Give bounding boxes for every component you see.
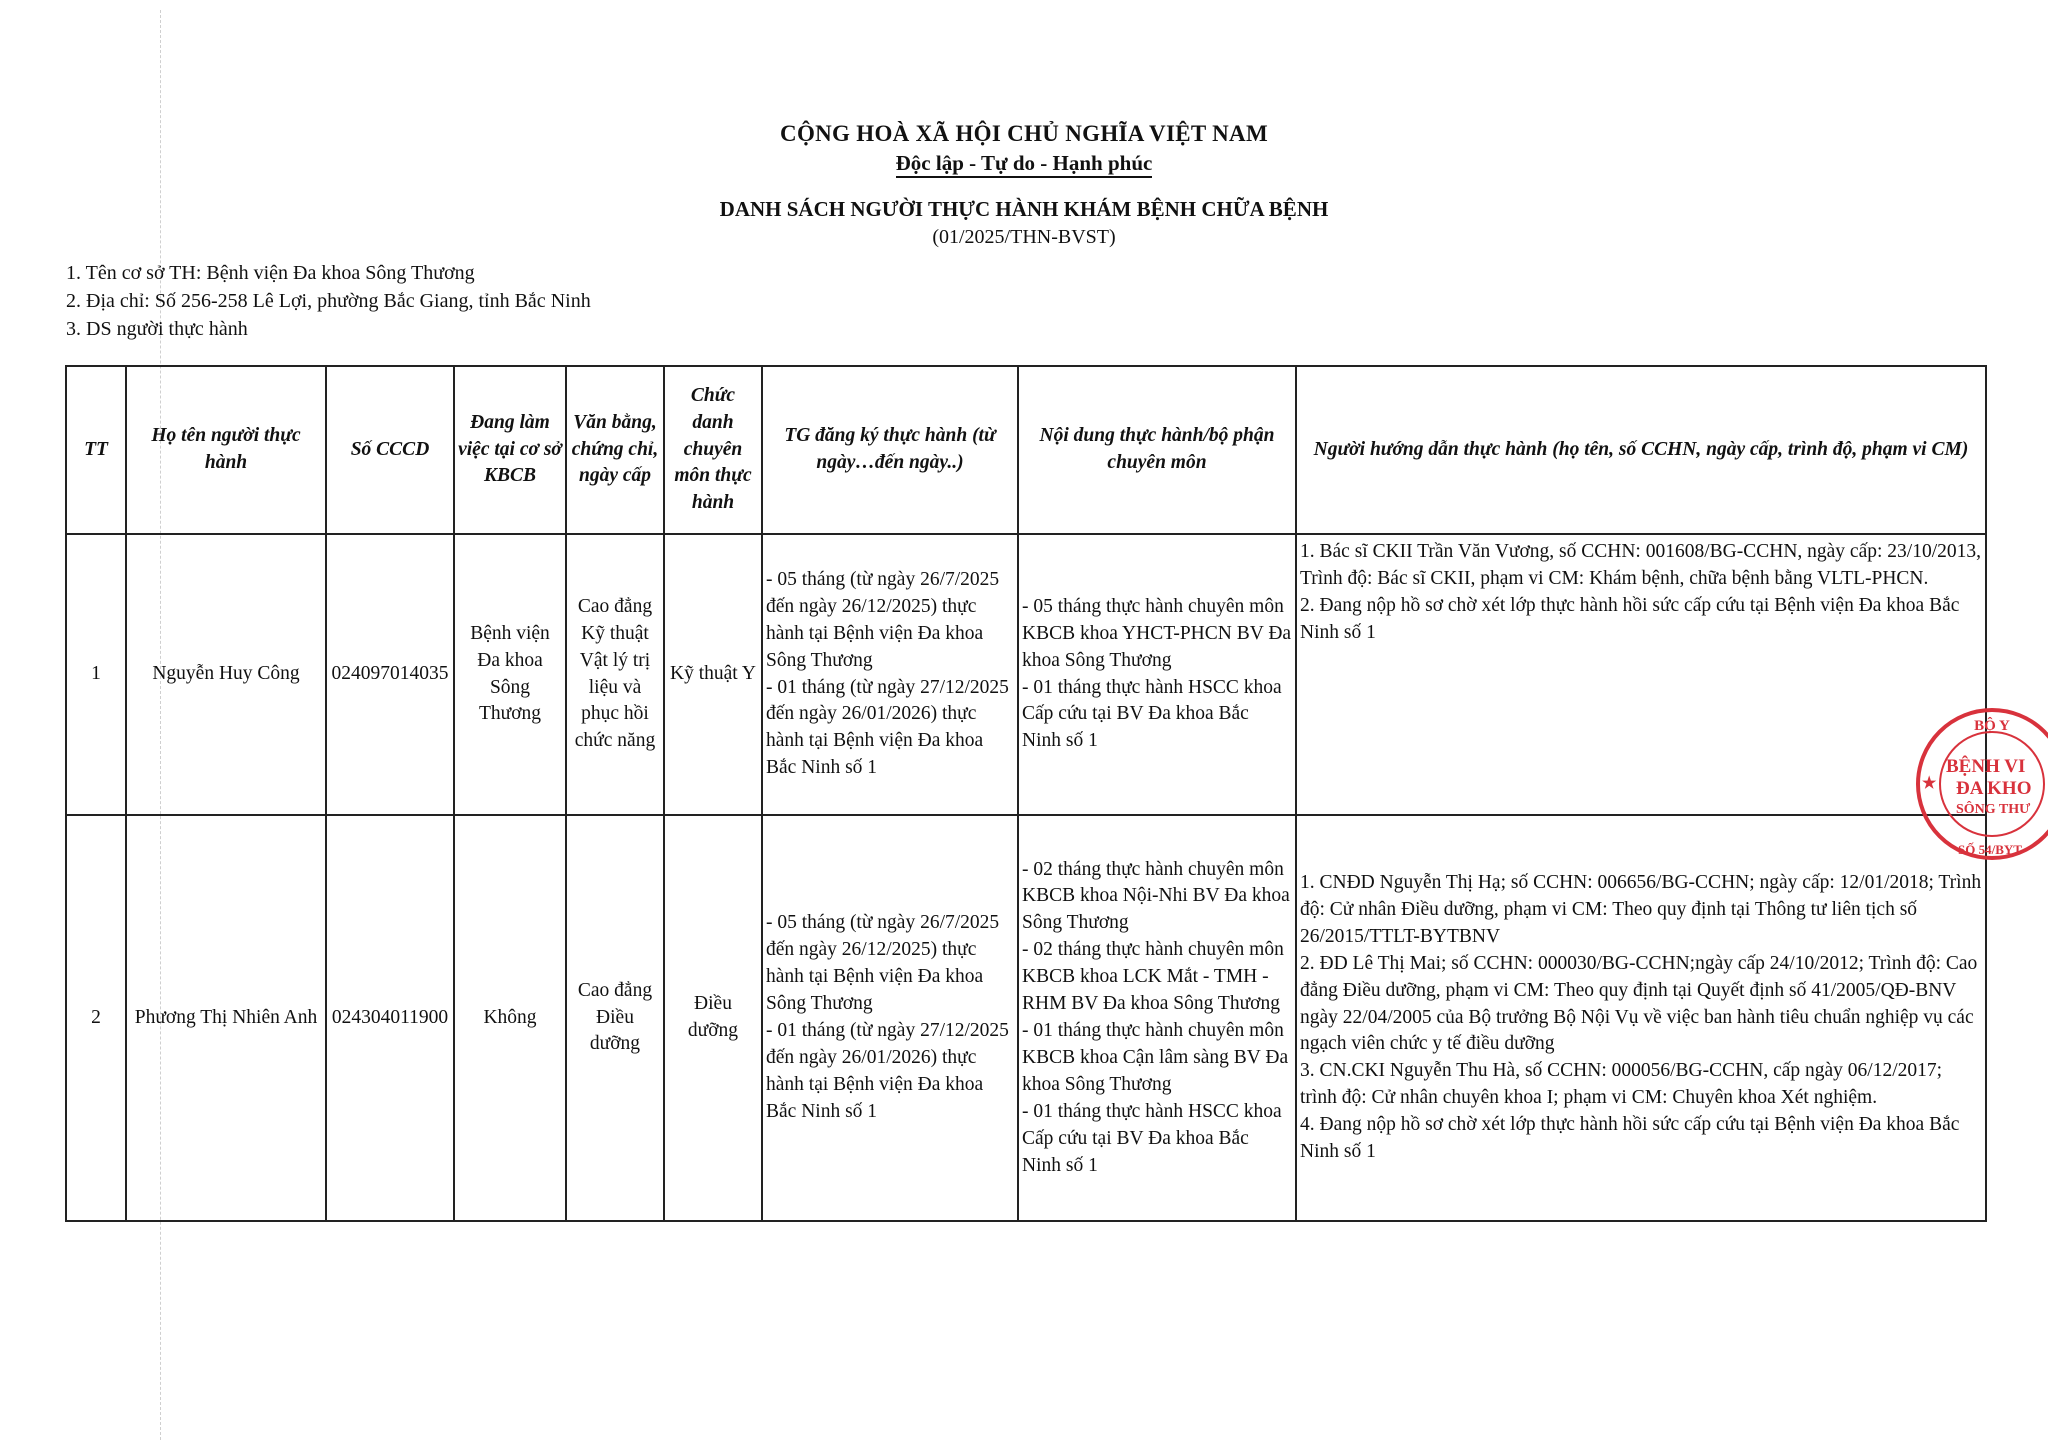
stamp-line-1: BỆNH VI <box>1946 756 2026 777</box>
header-name: Họ tên người thực hành <box>126 366 326 534</box>
motto-text: Độc lập - Tự do - Hạnh phúc <box>896 151 1153 178</box>
supervisor-line: 2. ĐD Lê Thị Mai; số CCHN: 000030/BG-CCHN;ngày cấp 24/10/2012; Trình độ: Cao đẳng Điều dưỡng, phạm vi CM: Theo quy định tại Quyết định số 41/2005/QĐ-BNV ngày 22/04/2005 của Bộ trưởng Bộ Nội Vụ về việc ban hành tiêu chuẩn nghiệp vụ các ngạch viên chức y tế điều dưỡng <box>1300 952 1978 1055</box>
content-line: - 02 tháng thực hành chuyên môn KBCB khoa Nội-Nhi BV Đa khoa Sông Thương <box>1022 858 1290 934</box>
cell-workplace: Bệnh viện Đa khoa Sông Thương <box>454 534 566 815</box>
cell-degree: Cao đẳng Điều dưỡng <box>566 815 664 1221</box>
cell-content <box>1018 534 1296 815</box>
header-workplace: Đang làm việc tại cơ sở KBCB <box>454 366 566 534</box>
content-line: - 01 tháng thực hành chuyên môn KBCB khoa Cận lâm sàng BV Đa khoa Sông Thương <box>1022 1020 1289 1095</box>
cell-content <box>1018 815 1296 1221</box>
stamp-star-left: ★ <box>1922 775 1937 792</box>
supervisor-line: 3. CN.CKI Nguyễn Thu Hà, số CCHN: 000056/BG-CCHN, cấp ngày 06/12/2017; trình độ: Cử nhân chuyên khoa I; phạm vi CM: Chuyên khoa Xét nghiệm. <box>1300 1060 1943 1109</box>
cell-degree: Cao đẳng Kỹ thuật Vật lý trị liệu và phục hồi chức năng <box>566 534 664 815</box>
national-motto <box>0 151 2048 176</box>
cell-cccd: 024097014035 <box>326 534 454 815</box>
header-title: Chức danh chuyên môn thực hành <box>664 366 762 534</box>
national-title: CỘNG HOÀ XÃ HỘI CHỦ NGHĨA VIỆT NAM <box>780 121 1268 146</box>
supervisor-line: 4. Đang nộp hồ sơ chờ xét lớp thực hành hồi sức cấp cứu tại Bệnh viện Đa khoa Bắc Ninh số 1 <box>1300 1114 1960 1163</box>
practitioner-table <box>65 365 1987 1222</box>
content-line: - 01 tháng thực hành HSCC khoa Cấp cứu tại BV Đa khoa Bắc Ninh số 1 <box>1022 676 1282 752</box>
cell-workplace: Không <box>454 815 566 1221</box>
cell-period <box>762 534 1018 815</box>
header-content: Nội dung thực hành/bộ phận chuyên môn <box>1018 366 1296 534</box>
facility-address: 2. Địa chỉ: Số 256-258 Lê Lợi, phường Bắc Giang, tỉnh Bắc Ninh <box>66 290 591 312</box>
content-line: - 02 tháng thực hành chuyên môn KBCB khoa LCK Mắt - TMH - RHM BV Đa khoa Sông Thương <box>1022 939 1284 1015</box>
practitioner-list-label: 3. DS người thực hành <box>66 318 248 340</box>
stamp-top-text: BỘ Y <box>1974 718 2010 734</box>
cell-cccd: 024304011900 <box>326 815 454 1221</box>
period-line: - 05 tháng (từ ngày 26/7/2025 đến ngày 26/12/2025) thực hành tại Bệnh viện Đa khoa Sông Thương <box>766 912 1000 1015</box>
table-row <box>66 815 1986 1221</box>
cell-period <box>762 815 1018 1221</box>
cell-title: Điều dưỡng <box>664 815 762 1221</box>
period-line: - 05 tháng (từ ngày 26/7/2025 đến ngày 26/12/2025) thực hành tại Bệnh viện Đa khoa Sông Thương <box>766 568 1000 671</box>
cell-name: Nguyễn Huy Công <box>126 534 326 815</box>
facility-name: 1. Tên cơ sở TH: Bệnh viện Đa khoa Sông Thương <box>66 262 475 284</box>
header-supervisor: Người hướng dẫn thực hành (họ tên, số CCHN, ngày cấp, trình độ, phạm vi CM) <box>1296 366 1986 534</box>
table-header-row <box>66 366 1986 534</box>
content-line: - 05 tháng thực hành chuyên môn KBCB khoa YHCT-PHCN BV Đa khoa Sông Thương <box>1022 595 1292 671</box>
stamp-bottom-text: SỐ 54/BYT <box>1958 842 2022 857</box>
table-row <box>66 534 1986 815</box>
cell-tt: 1 <box>66 534 126 815</box>
cell-name: Phương Thị Nhiên Anh <box>126 815 326 1221</box>
header-cccd: Số CCCD <box>326 366 454 534</box>
supervisor-line: 2. Đang nộp hồ sơ chờ xét lớp thực hành hồi sức cấp cứu tại Bệnh viện Đa khoa Bắc Ninh số 1 <box>1300 594 1960 643</box>
cell-supervisor <box>1296 534 1986 815</box>
cell-tt: 2 <box>66 815 126 1221</box>
supervisor-line: 1. Bác sĩ CKII Trần Văn Vương, số CCHN: 001608/BG-CCHN, ngày cấp: 23/10/2013, Trình độ: Bác sĩ CKII, phạm vi CM: Khám bệnh, chữa bệnh bằng VLTL-PHCN. <box>1300 541 1981 589</box>
supervisor-line: 1. CNĐD Nguyễn Thị Hạ; số CCHN: 006656/BG-CCHN; ngày cấp: 12/01/2018; Trình độ: Cử nhân Điều dưỡng, phạm vi CM: Theo quy định tại Thông tư liên tịch số 26/2015/TTLT-BYTBNV <box>1300 872 1982 947</box>
period-line: - 01 tháng (từ ngày 27/12/2025 đến ngày 26/01/2026) thực hành tại Bệnh viện Đa khoa Bắc Ninh số 1 <box>766 1020 1009 1122</box>
header-period: TG đăng ký thực hành (từ ngày…đến ngày..) <box>762 366 1018 534</box>
stamp-line-2: ĐA KHO <box>1956 778 2032 799</box>
period-line: - 01 tháng (từ ngày 27/12/2025 đến ngày 26/01/2026) thực hành tại Bệnh viện Đa khoa Bắc Ninh số 1 <box>766 676 1009 779</box>
document-title: DANH SÁCH NGƯỜI THỰC HÀNH KHÁM BỆNH CHỮA BỆNH <box>719 197 1329 221</box>
hospital-stamp-icon <box>1912 704 2048 864</box>
cell-title: Kỹ thuật Y <box>664 534 762 815</box>
cell-supervisor <box>1296 815 1986 1221</box>
header-degree: Văn bằng, chứng chỉ, ngày cấp <box>566 366 664 534</box>
header-tt: TT <box>66 366 126 534</box>
stamp-line-3: SÔNG THƯ <box>1956 802 2031 817</box>
document-number: (01/2025/THN-BVST) <box>932 226 1116 248</box>
content-line: - 01 tháng thực hành HSCC khoa Cấp cứu tại BV Đa khoa Bắc Ninh số 1 <box>1022 1100 1282 1176</box>
